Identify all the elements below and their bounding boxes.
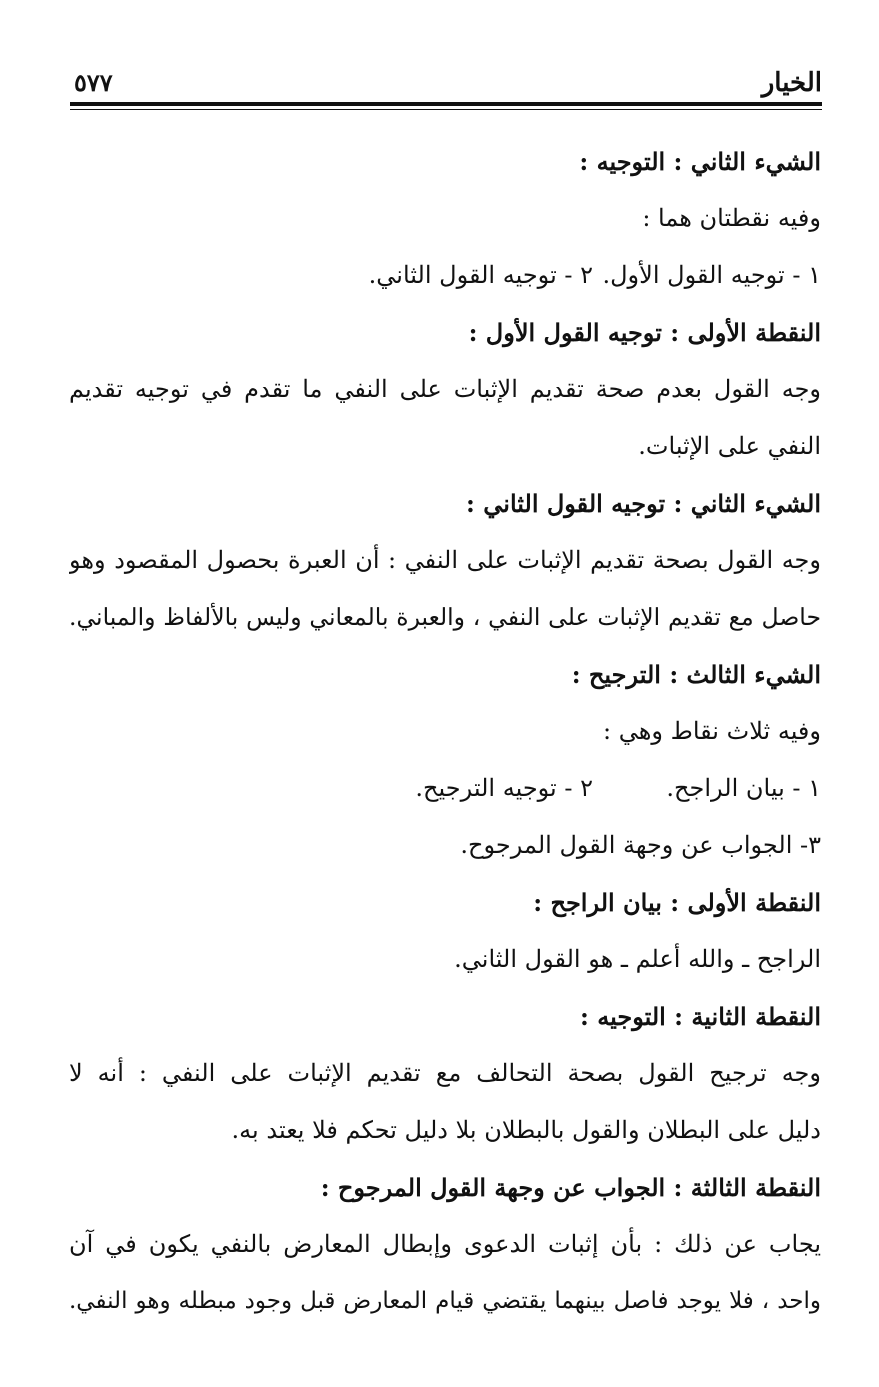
subsection-heading: النقطة الأولى : توجيه القول الأول : <box>468 318 821 347</box>
header-rule-thick <box>70 102 822 106</box>
paragraph-line: الراجح ـ والله أعلم ـ هو القول الثاني. <box>454 945 821 973</box>
subsection-heading: النقطة الثالثة : الجواب عن وجهة القول المرجوح : <box>320 1173 821 1202</box>
list-item: ٣- الجواب عن وجهة القول المرجوح. <box>460 831 821 859</box>
list-item: ٢ - توجيه القول الثاني. <box>368 261 593 289</box>
page-header <box>70 62 822 106</box>
paragraph-line: وفيه ثلاث نقاط وهي : <box>603 717 821 745</box>
header-rule-thin <box>70 109 822 110</box>
paragraph-line: يجاب عن ذلك : بأن إثبات الدعوى وإبطال المعارض بالنفي يكون في آن <box>69 1230 821 1258</box>
section-heading: الشيء الثاني : التوجيه : <box>579 147 821 176</box>
running-title: الخيار <box>761 68 822 98</box>
list-row <box>69 760 821 817</box>
paragraph-line: دليل على البطلان والقول بالبطلان بلا دليل تحكم فلا يعتد به. <box>231 1116 821 1144</box>
subsection-heading: النقطة الثانية : التوجيه : <box>580 1002 821 1031</box>
page-number: ٥٧٧ <box>74 68 113 97</box>
subsection-heading: النقطة الأولى : بيان الراجح : <box>533 888 821 917</box>
list-item: ١ - بيان الراجح. <box>666 774 821 802</box>
paragraph-line: وجه القول بصحة تقديم الإثبات على النفي : أن العبرة بحصول المقصود وهو <box>69 546 821 574</box>
list-item: ١ - توجيه القول الأول. <box>602 261 821 289</box>
paragraph-line: وجه ترجيح القول بصحة التحالف مع تقديم الإثبات على النفي : أنه لا <box>69 1059 821 1087</box>
paragraph-line: وجه القول بعدم صحة تقديم الإثبات على النفي ما تقدم في توجيه تقديم <box>69 375 821 403</box>
list-item: ٢ - توجيه الترجيح. <box>415 774 593 802</box>
paragraph-line: واحد ، فلا يوجد فاصل بينهما يقتضي قيام المعارض قبل وجود مبطله وهو النفي. <box>69 1288 821 1314</box>
list-row <box>69 247 821 304</box>
paragraph-line: النفي على الإثبات. <box>638 432 821 460</box>
subsection-heading: الشيء الثاني : توجيه القول الثاني : <box>466 489 821 518</box>
paragraph-line: حاصل مع تقديم الإثبات على النفي ، والعبرة بالمعاني وليس بالألفاظ والمباني. <box>69 603 821 631</box>
page-body <box>69 133 821 1330</box>
section-heading: الشيء الثالث : الترجيح : <box>571 660 821 689</box>
paragraph-line: وفيه نقطتان هما : <box>642 204 821 232</box>
